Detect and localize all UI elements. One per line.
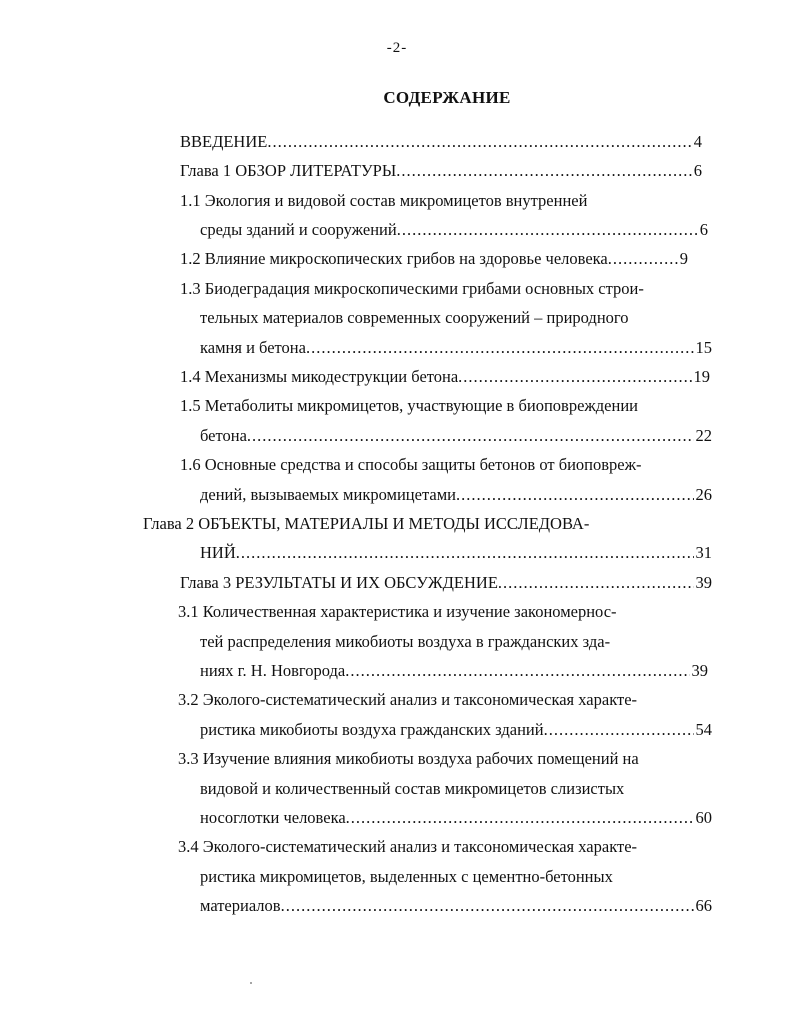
toc-entry-title: 1.4 Механизмы микодеструкции бетона	[180, 367, 459, 386]
toc-entry-1-5-line-1: 1.5 Метаболиты микромицетов, участвующие в биоповреждении	[180, 396, 638, 415]
toc-entry-3-4-line-2: ристика микромицетов, выделенных с цементно-бетонных	[200, 867, 613, 886]
dot-leader	[345, 659, 689, 683]
toc-entry-title: бетона	[200, 426, 247, 445]
toc-entry-chapter-2-line-1: Глава 2 ОБЪЕКТЫ, МАТЕРИАЛЫ И МЕТОДЫ ИССЛЕДОВА-	[143, 514, 590, 533]
toc-entry-chapter-2	[200, 541, 712, 565]
dot-leader	[306, 336, 694, 360]
toc-entry-3-1-line-1: 3.1 Количественная характеристика и изучение закономернос-	[178, 602, 617, 621]
toc-entry-3-4-line-1: 3.4 Эколого-систематический анализ и таксономическая характе-	[178, 837, 638, 856]
toc-entry-1-4	[180, 365, 710, 389]
toc-entry-page: 26	[695, 485, 712, 504]
toc-entry-3-3-line-1: 3.3 Изучение влияния микобиоты воздуха рабочих помещений на	[178, 749, 639, 768]
toc-entry-page: 31	[695, 543, 712, 562]
toc-entry-title: материалов	[200, 896, 281, 915]
toc-entry-page: 4	[693, 132, 702, 151]
toc-entry-page: 22	[695, 426, 712, 445]
toc-entry-page: 54	[695, 720, 712, 739]
toc-entry-page: 6	[699, 220, 708, 239]
toc-entry-page: 6	[693, 161, 702, 180]
toc-entry-1-1	[200, 218, 708, 242]
toc-entry-page: 15	[695, 338, 712, 357]
toc-entry-3-2-line-1: 3.2 Эколого-систематический анализ и таксономическая характе-	[178, 690, 638, 709]
toc-entry-title: 1.2 Влияние микроскопических грибов на здоровье человека	[180, 249, 608, 268]
dot-leader	[458, 365, 691, 389]
toc-entry-3-3-line-2: видовой и количественный состав микромицетов слизистых	[200, 779, 625, 798]
toc-entry-title: носоглотки человека	[200, 808, 346, 827]
toc-entry-title: ристика микобиоты воздуха гражданских зданий	[200, 720, 544, 739]
toc-entry-title: камня и бетона	[200, 338, 306, 357]
toc-entry-page: 60	[695, 808, 712, 827]
toc-entry-3-1-line-2: тей распределения микобиоты воздуха в гражданских зда-	[200, 632, 611, 651]
toc-entry-title: НИЙ	[200, 543, 236, 562]
toc-entry-chapter-1	[180, 159, 702, 183]
toc-entry-1-1-line-1: 1.1 Экология и видовой состав микромицетов внутренней	[180, 191, 588, 210]
dot-leader	[498, 571, 694, 595]
toc-entry-1-6-line-1: 1.6 Основные средства и способы защиты бетонов от биоповреж-	[180, 455, 642, 474]
dot-leader	[544, 718, 694, 742]
toc-entry-title: дений, вызываемых микромицетами	[200, 485, 456, 504]
dot-leader	[456, 483, 694, 507]
page-number: -2-	[386, 40, 408, 56]
toc-entry-1-3	[200, 336, 712, 360]
dot-leader	[247, 424, 694, 448]
toc-entry-1-2	[180, 247, 688, 271]
toc-entry-page: 39	[691, 661, 708, 680]
toc-entry-1-3-line-1: 1.3 Биодеградация микроскопическими грибами основных строи-	[180, 279, 644, 298]
toc-entry-chapter-3	[180, 571, 712, 595]
toc-entry-page: 66	[695, 896, 712, 915]
toc-entry-3-4	[200, 894, 712, 918]
toc-entry-title: среды зданий и сооружений	[200, 220, 397, 239]
scan-speck	[250, 982, 252, 984]
toc-entry-page: 9	[679, 249, 688, 268]
toc-entry-page: 19	[693, 367, 710, 386]
dot-leader	[397, 218, 698, 242]
toc-entry-3-3	[200, 806, 712, 830]
dot-leader	[281, 894, 694, 918]
toc-entry-title: ниях г. Н. Новгорода	[200, 661, 346, 680]
toc-entry-3-2	[200, 718, 712, 742]
toc-entry-title: ВВЕДЕНИЕ	[180, 132, 268, 151]
toc-entry-page: 39	[695, 573, 712, 592]
dot-leader	[267, 130, 691, 154]
dot-leader	[236, 541, 694, 565]
toc-heading: СОДЕРЖАНИЕ	[383, 88, 511, 107]
toc-entry-1-6	[200, 483, 712, 507]
toc-entry-title: Глава 1 ОБЗОР ЛИТЕРАТУРЫ	[180, 161, 397, 180]
dot-leader	[608, 247, 678, 271]
toc-entry-3-1	[200, 659, 708, 683]
dot-leader	[346, 806, 694, 830]
toc-entry-title: Глава 3 РЕЗУЛЬТАТЫ И ИХ ОБСУЖДЕНИЕ	[180, 573, 498, 592]
toc-entry-1-3-line-2: тельных материалов современных сооружений – природного	[200, 308, 629, 327]
toc-entry-introduction	[180, 130, 702, 154]
toc-entry-1-5	[200, 424, 712, 448]
dot-leader	[396, 159, 692, 183]
